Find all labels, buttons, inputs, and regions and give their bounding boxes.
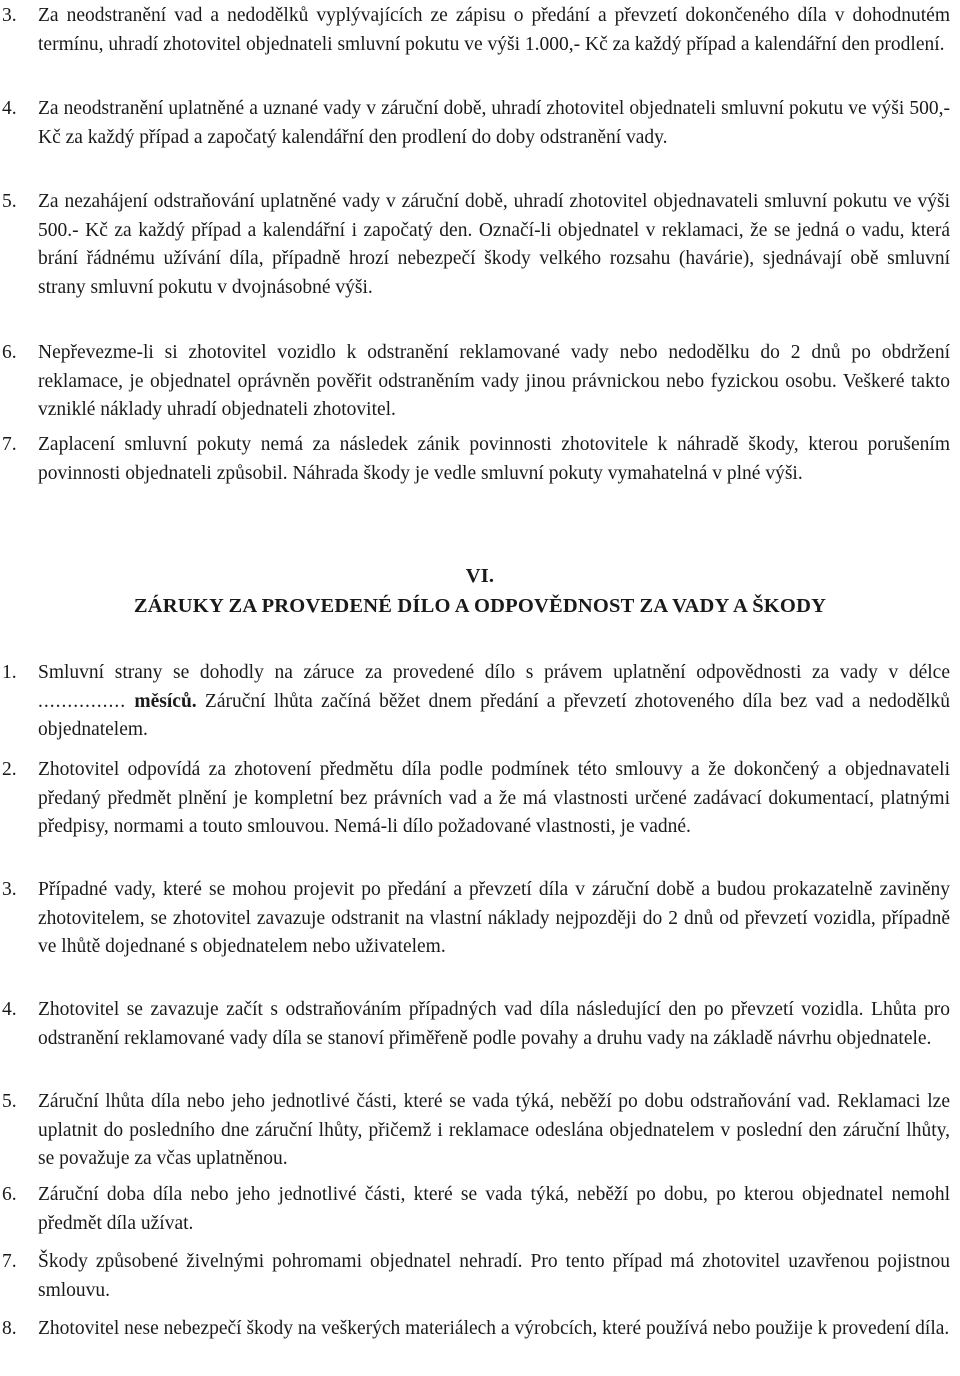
item-text: Záruční doba díla nebo jeho jednotlivé části, které se vada týká, neběží po dobu, po kterou objednatel nemohl předmět díla užívat. xyxy=(38,1184,950,1234)
item-text-start: Smluvní strany se dohodly na záruce za provedené dílo s právem uplatnění odpovědnosti za vady v délce xyxy=(38,662,950,683)
item-text: Záruční lhůta díla nebo jeho jednotlivé části, které se vada týká, neběží po dobu odstraňování vad. Reklamaci lze uplatnit do posledního dne záruční lhůty, přičemž i reklamace odeslána objednatelem v poslední den záruční lhůty, se považuje za včas uplatněnou. xyxy=(38,1091,950,1169)
section-vi-item-3 xyxy=(0,876,950,962)
item-number: 3. xyxy=(2,5,17,26)
item-text: Zhotovitel odpovídá za zhotovení předmětu díla podle podmínek této smlouvy a že dokončený a objednavateli předaný předmět plnění je kompletní bez právních vad a že má vlastnosti určené zadávací dokumentací, platnými předpisy, normami a touto smlouvou. Nemá-li dílo požadované vlastnosti, je vadné. xyxy=(38,759,950,837)
item-number: 1. xyxy=(2,662,17,683)
section-title: ZÁRUKY ZA PROVEDENÉ DÍLO A ODPOVĚDNOST ZA VADY A ŠKODY xyxy=(133,595,827,617)
section-vi-item-5 xyxy=(0,1088,950,1174)
section-number: VI. xyxy=(465,565,495,587)
item-text: Nepřevezme-li si zhotovitel vozidlo k odstranění reklamované vady nebo nedodělku do 2 dnů po obdržení reklamace, je objednatel oprávněn pověřit odstraněním vady jinou právnickou nebo fyzickou osobu. Veškeré takto vzniklé náklady uhradí objednateli zhotovitel. xyxy=(38,342,950,420)
section-v-item-6 xyxy=(0,339,950,425)
item-number: 6. xyxy=(2,342,17,363)
item-text: Zhotovitel se zavazuje začít s odstraňováním případných vad díla následující den po převzetí vozidla. Lhůta pro odstranění reklamované vady díla se stanoví přiměřeně podle povahy a druhu vady na základě návrhu objednatele. xyxy=(38,999,950,1049)
item-text: Případné vady, které se mohou projevit po předání a převzetí díla v záruční době a budou prokazatelně zaviněny zhotovitelem, se zhotovitel zavazuje odstranit na vlastní náklady nejpozději do 2 dnů od převzetí vozidla, případně ve lhůtě dojednané s objednatelem nebo uživatelem. xyxy=(38,879,950,957)
blank-fill-dots: ............... xyxy=(38,690,127,712)
item-number: 7. xyxy=(2,434,17,455)
item-text: Zaplacení smluvní pokuty nemá za následek zánik povinnosti zhotovitele k náhradě škody, kterou porušením povinnosti objednateli způsobil. Náhrada škody je vedle smluvní pokuty vymahatelná v plné výši. xyxy=(38,434,950,484)
item-text: Za nezahájení odstraňování uplatněné vady v záruční době, uhradí zhotovitel objednavateli smluvní pokutu ve výši 500.- Kč za každý případ a kalendářní i započatý den. Označí-li objednatel v reklamaci, že se jedná o vadu, která brání řádnému užívání díla, případně hrozí nebezpečí škody velkého rozsahu (havárie), sjednávají obě smluvní strany smluvní pokutu v dvojnásobné výši. xyxy=(38,191,950,298)
item-text: Škody způsobené živelnými pohromami objednatel nehradí. Pro tento případ má zhotovitel uzavřenou pojistnou smlouvu. xyxy=(38,1251,950,1301)
section-vi-item-7 xyxy=(0,1248,950,1305)
item-text xyxy=(38,659,950,745)
item-number: 6. xyxy=(2,1184,17,1205)
item-text-end: Záruční lhůta začíná běžet dnem předání a převzetí zhotoveného díla bez vad a nedodělků objednatelem. xyxy=(38,690,951,740)
item-number: 5. xyxy=(2,1091,17,1112)
section-v-item-3 xyxy=(0,2,950,59)
section-vi-item-8 xyxy=(0,1315,950,1344)
section-vi-item-2 xyxy=(0,756,950,842)
section-vi-item-4 xyxy=(0,996,950,1053)
warranty-unit: měsíců. xyxy=(134,690,197,712)
item-number: 4. xyxy=(2,98,17,119)
item-number: 8. xyxy=(2,1318,17,1339)
item-number: 3. xyxy=(2,879,17,900)
section-v-item-7 xyxy=(0,431,950,488)
item-text: Za neodstranění uplatněné a uznané vady v záruční době, uhradí zhotovitel objednateli smluvní pokutu ve výši 500,- Kč za každý případ a započatý kalendářní den prodlení do doby odstranění vady. xyxy=(38,98,950,148)
section-v-item-4 xyxy=(0,95,950,152)
section-v-item-5 xyxy=(0,188,950,302)
item-number: 2. xyxy=(2,759,17,780)
section-vi-item-6 xyxy=(0,1181,950,1238)
item-text: Za neodstranění vad a nedodělků vyplývajících ze zápisu o předání a převzetí dokončeného díla v dohodnutém termínu, uhradí zhotovitel objednateli smluvní pokutu ve výši 1.000,- Kč za každý případ a kalendářní den prodlení. xyxy=(38,5,950,55)
item-number: 5. xyxy=(2,191,17,212)
section-vi-item-1 xyxy=(0,659,950,745)
item-text: Zhotovitel nese nebezpečí škody na veškerých materiálech a výrobcích, které používá nebo použije k provedení díla. xyxy=(38,1318,950,1339)
item-number: 7. xyxy=(2,1251,17,1272)
item-number: 4. xyxy=(2,999,17,1020)
